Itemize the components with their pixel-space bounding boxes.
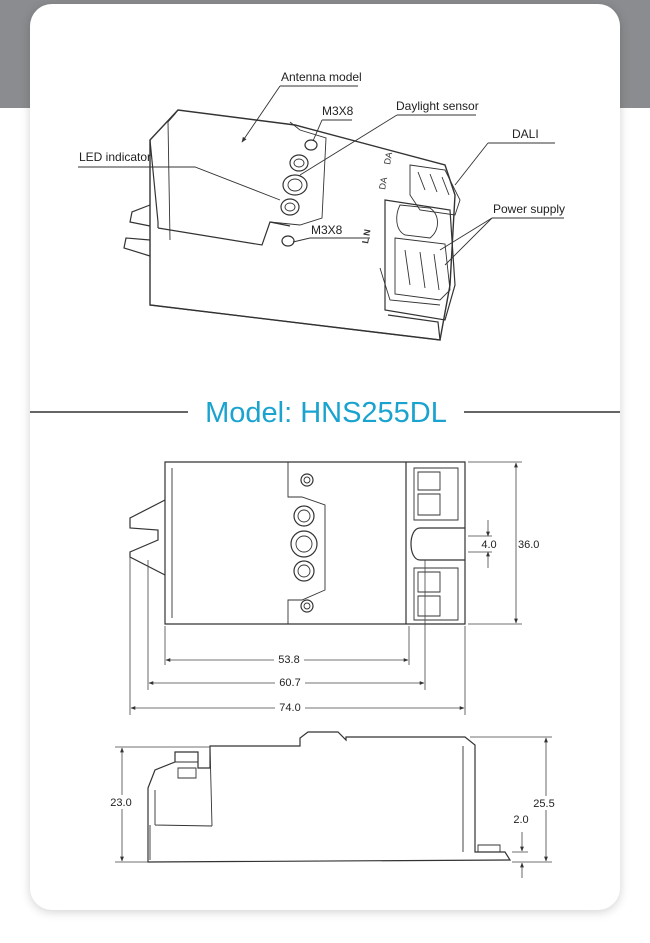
dim-width-total: 74.0 (279, 702, 301, 714)
top-led-hole (294, 561, 314, 581)
terminal-mark-da2: DA (382, 151, 395, 166)
dim-width-inner: 53.8 (278, 654, 300, 666)
callout-power: Power supply (493, 202, 566, 216)
top-terminal-lower (414, 568, 458, 620)
top-dimensions (130, 462, 522, 715)
dim-height: 36.0 (518, 539, 540, 551)
dim-foot: 2.0 (513, 814, 529, 826)
top-screw-2 (301, 600, 313, 612)
top-view-body (165, 462, 465, 624)
mount-tab-lower (124, 238, 150, 256)
terminal-mark-da1: DA (377, 176, 390, 191)
top-view (130, 462, 465, 624)
model-title: Model: HNS255DL (205, 397, 447, 429)
dim-side-right: 25.5 (533, 798, 555, 810)
side-view-body (148, 732, 510, 862)
housing-body (150, 110, 455, 340)
top-sensor-lens (291, 531, 317, 557)
dim-side-left: 23.0 (110, 797, 132, 809)
terminal-mark-ln: L N (360, 228, 373, 245)
callout-antenna: Antenna model (281, 70, 362, 84)
side-view (148, 732, 510, 862)
isometric-view (124, 110, 460, 340)
side-dimensions (115, 737, 555, 878)
callout-daylight: Daylight sensor (396, 99, 479, 113)
top-terminal-gap (411, 528, 465, 560)
callout-screw-top: M3X8 (322, 104, 354, 118)
top-view-tabs (130, 500, 165, 575)
top-sensor-hole-1 (294, 506, 314, 526)
callout-dali: DALI (512, 127, 539, 141)
dim-width-mid: 60.7 (279, 677, 301, 689)
callout-led: LED indicator (79, 150, 152, 164)
top-screw-1 (301, 474, 313, 486)
callout-screw-bottom: M3X8 (311, 223, 343, 237)
dim-gap: 4.0 (481, 539, 497, 551)
mount-tab-upper (130, 205, 150, 226)
